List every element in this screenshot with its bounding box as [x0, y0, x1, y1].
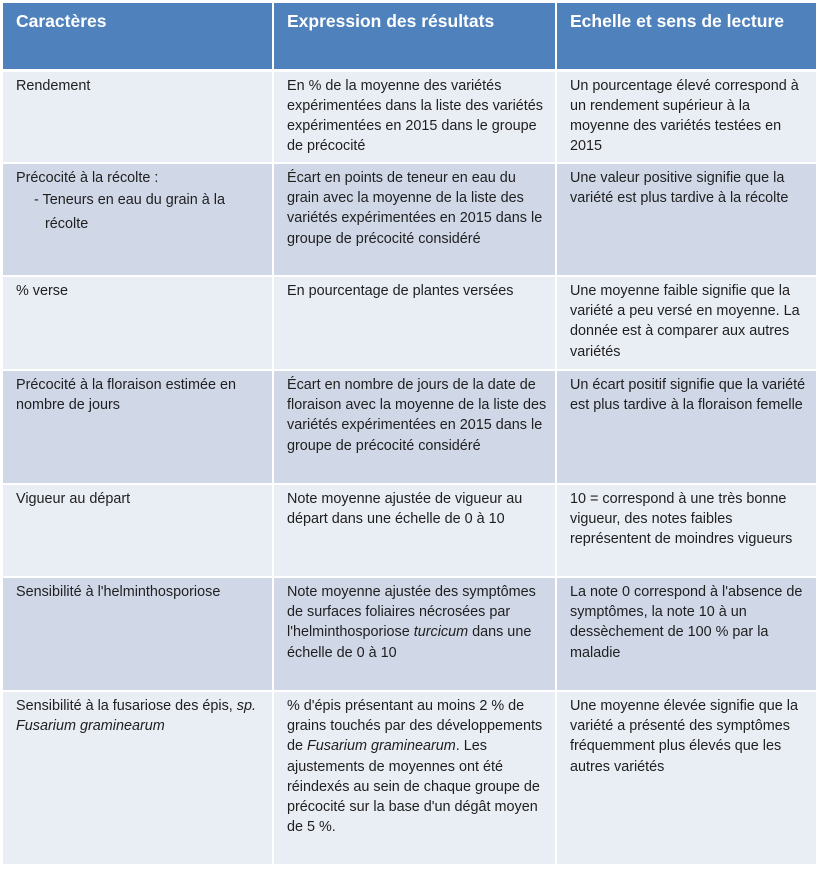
- cell-echelle: Un écart positif signifie que la variété est plus tardive à la floraison femelle: [556, 370, 816, 484]
- cell-expression: En pourcentage de plantes versées: [273, 276, 556, 370]
- cell-caractere: [3, 691, 273, 864]
- table-row: [3, 163, 816, 276]
- cell-caractere: Vigueur au départ: [3, 484, 273, 577]
- cell-expression: En % de la moyenne des variétés expérimentées dans la liste des variétés expérimentées en 2015 dans le groupe de précocité: [273, 70, 556, 163]
- cell-echelle: La note 0 correspond à l'absence de symptômes, la note 10 à un dessèchement de 100 % par la maladie: [556, 577, 816, 691]
- cell-caractere: Précocité à la floraison estimée en nombre de jours: [3, 370, 273, 484]
- cell-expression: Écart en nombre de jours de la date de floraison avec la moyenne de la liste des variétés expérimentées en 2015 dans le groupe de précocité considéré: [273, 370, 556, 484]
- table-row: [3, 276, 816, 370]
- cell-expression-italic: Fusarium graminearum: [307, 738, 456, 755]
- cell-caractere-italic: sp. Fusarium graminearum: [16, 698, 256, 735]
- cell-caractere-subitem: - Teneurs en eau du grain à la récolte: [34, 192, 225, 233]
- cell-echelle: Une valeur positive signifie que la variété est plus tardive à la récolte: [556, 163, 816, 276]
- cell-expression: Écart en points de teneur en eau du grain avec la moyenne de la liste des variétés expérimentées en 2015 dans le groupe de précocité considéré: [273, 163, 556, 276]
- cell-expression-text: . Les ajustements de moyennes ont été réindexés au sein de chaque groupe de précocité sur la base d'un dégât moyen de 5 %.: [287, 738, 540, 836]
- header-echelle: Echelle et sens de lecture: [556, 3, 816, 70]
- cell-expression-text: Note moyenne ajustée des symptômes de surfaces foliaires nécrosées par l'helminthosporiose: [287, 584, 536, 641]
- cell-caractere: Sensibilité à l'helminthosporiose: [3, 577, 273, 691]
- cell-expression: [273, 691, 556, 864]
- cell-echelle: Une moyenne faible signifie que la variété a peu versé en moyenne. La donnée est à comparer aux autres variétés: [556, 276, 816, 370]
- cell-expression: Note moyenne ajustée de vigueur au départ dans une échelle de 0 à 10: [273, 484, 556, 577]
- cell-caractere: % verse: [3, 276, 273, 370]
- cell-expression-italic: turcicum: [413, 624, 469, 641]
- cell-caractere: Rendement: [3, 70, 273, 163]
- cell-expression-text: dans une échelle de 0 à 10: [287, 624, 532, 661]
- characteristics-table: [3, 3, 816, 864]
- table-row: [3, 691, 816, 864]
- cell-expression-text: % d'épis présentant au moins 2 % de grains touchés par des développements de: [287, 698, 543, 755]
- cell-echelle: Un pourcentage élevé correspond à un rendement supérieur à la moyenne des variétés testées en 2015: [556, 70, 816, 163]
- cell-expression: [273, 577, 556, 691]
- cell-caractere-main: Précocité à la récolte :: [16, 170, 159, 186]
- cell-echelle: Une moyenne élevée signifie que la variété a présenté des symptômes fréquemment plus élevés que les autres variétés: [556, 691, 816, 864]
- table-row: [3, 70, 816, 163]
- cell-caractere: [3, 163, 273, 276]
- cell-caractere-text: Sensibilité à la fusariose des épis,: [16, 698, 237, 714]
- header-row: [3, 3, 816, 70]
- table-row: [3, 484, 816, 577]
- cell-echelle: 10 = correspond à une très bonne vigueur, des notes faibles représentent de moindres vigueurs: [556, 484, 816, 577]
- table-row: [3, 577, 816, 691]
- header-caracteres: Caractères: [3, 3, 273, 70]
- header-expression: Expression des résultats: [273, 3, 556, 70]
- table-row: [3, 370, 816, 484]
